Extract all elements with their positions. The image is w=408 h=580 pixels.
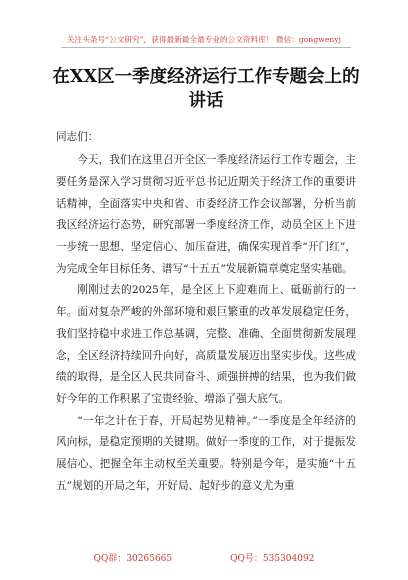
salutation: 同志们： bbox=[56, 131, 99, 143]
header-divider bbox=[61, 47, 351, 48]
footer bbox=[0, 551, 408, 564]
paragraph: “一年之计在于春，开局起势见精神。”一季度是全年经济的风向标，是稳定预期的关键期。做好一季度的工作，对于提振发展信心、把握全年主动权至关重要。特别是今年，是实施“十五五”规划的开局之年，开好局、起好步的意义尤为重 bbox=[56, 414, 356, 492]
document-body bbox=[56, 127, 356, 497]
header-banner: 关注头条号“公文研究”，获得最新最全最专业的公文资料库！ 微信：gongwenyj bbox=[66, 35, 342, 44]
paragraph: 刚刚过去的2025年，是全区上下迎难而上、砥砺前行的一年。面对复杂严峻的外部环境和艰巨繁重的改革发展稳定任务，我们坚持稳中求进工作总基调，完整、准确、全面贯彻新发展理念，全区经济持续回升向好，高质量发展迈出坚实步伐。这些成绩的取得，是全区人民共同奋斗、顽强拼搏的结果，也为我们做好今年的工作积累了宝贵经验、增添了强大底气。 bbox=[56, 284, 356, 405]
footer-qq-group: QQ群：30265665 bbox=[93, 554, 173, 564]
paragraph: 今天，我们在这里召开全区一季度经济运行工作专题会，主要任务是深入学习贯彻习近平总书记近期关于经济工作的重要讲话精神，全面落实中央和省、市委经济工作会议部署，分析当前我区经济运行态势，研究部署一季度经济工作，动员全区上下进一步统一思想、坚定信心、加压奋进，确保实现首季“开门红”，为完成全年目标任务、谱写“十五五”发展新篇章奠定坚实基础。 bbox=[56, 154, 356, 275]
document-title: 在XX区一季度经济运行工作专题会上的讲话 bbox=[52, 67, 360, 111]
footer-qq-number: QQ号：535304092 bbox=[230, 554, 315, 564]
